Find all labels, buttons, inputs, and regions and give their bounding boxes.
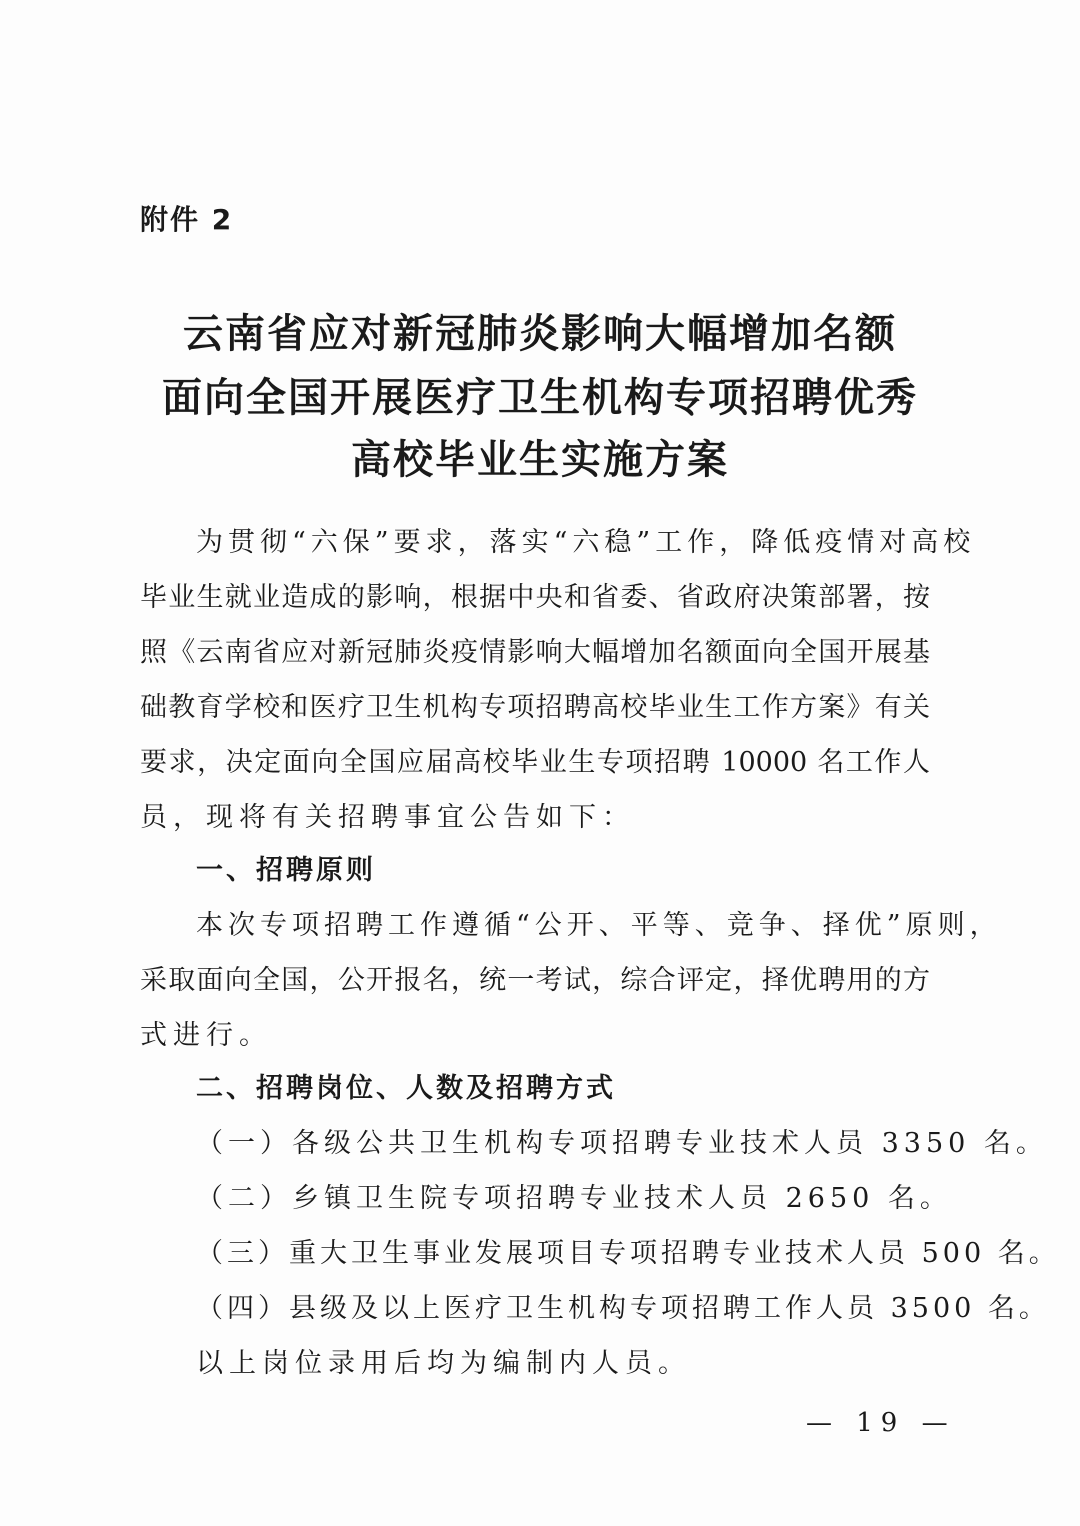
intro-line-6: 员，现将有关招聘事宜公告如下： (140, 802, 635, 833)
section-1-line-2: 采取面向全国，公开报名，统一考试，综合评定，择优聘用的方 (140, 965, 930, 996)
intro-line-2: 毕业生就业造成的影响，根据中央和省委、省政府决策部署，按 (140, 582, 930, 613)
intro-line-5: 要求，决定面向全国应届高校毕业生专项招聘 10000 名工作人 (140, 747, 930, 778)
document-title-line-2: 面向全国开展医疗卫生机构专项招聘优秀 (162, 374, 918, 421)
section-1-heading: 一、招聘原则 (196, 855, 376, 886)
section-2-item-2: （二）乡镇卫生院专项招聘专业技术人员 2650 名。 (196, 1183, 952, 1214)
section-1-line-1: 本次专项招聘工作遵循“公开、平等、竞争、择优”原则， (196, 910, 1002, 941)
section-2-item-1: （一）各级公共卫生机构专项招聘专业技术人员 3350 名。 (196, 1128, 1048, 1159)
intro-line-3: 照《云南省应对新冠肺炎疫情影响大幅增加名额面向全国开展基 (140, 637, 930, 668)
intro-line-1: 为贯彻“六保”要求，落实“六稳”工作，降低疫情对高校 (196, 527, 976, 558)
section-2-item-3: （三）重大卫生事业发展项目专项招聘专业技术人员 500 名。 (196, 1238, 1060, 1269)
attachment-label: 附件 2 (140, 203, 234, 236)
section-2-item-4: （四）县级及以上医疗卫生机构专项招聘工作人员 3500 名。 (196, 1293, 1050, 1324)
section-2-heading: 二、招聘岗位、人数及招聘方式 (196, 1073, 616, 1104)
page-number: — 19 — (806, 1408, 956, 1438)
section-1-line-3: 式进行。 (140, 1020, 272, 1051)
intro-line-4: 础教育学校和医疗卫生机构专项招聘高校毕业生工作方案》有关 (140, 692, 930, 723)
document-title-line-1: 云南省应对新冠肺炎影响大幅增加名额 (183, 310, 897, 357)
document-title-line-3: 高校毕业生实施方案 (351, 436, 729, 483)
section-2-note: 以上岗位录用后均为编制内人员。 (196, 1348, 691, 1379)
